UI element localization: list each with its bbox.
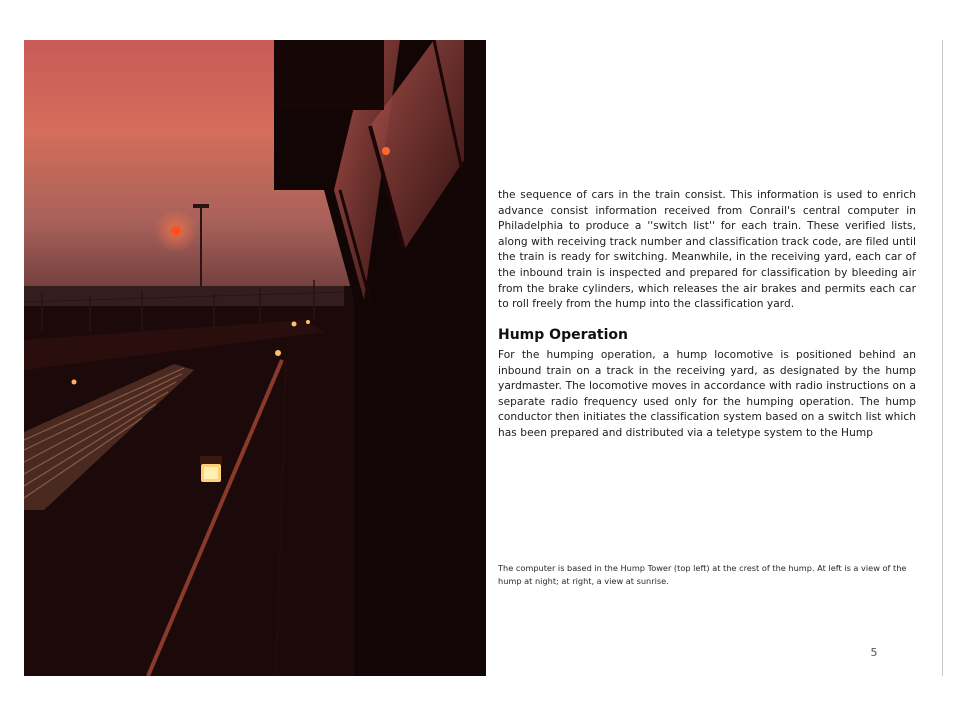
yard-lamp [306,320,310,324]
page-number: 5 [870,646,878,659]
walkway-lantern [200,456,222,482]
light-tower-head [193,204,209,208]
yard-lamp [72,380,77,385]
section-heading: Hump Operation [498,327,629,343]
horizon-haze [24,286,344,306]
sun-reflection [382,147,390,155]
sunrise-hump-photo [24,40,486,676]
intro-paragraph: the sequence of cars in the train consist. This information is used to enrich advance consist information received from Conrail's central computer in Philadelphia to produce a ''switch list'' for each train. These verified lists, along with receiving track number and classification track code, are filed until the train is ready for switching. Meanwhile, in the receiving yard, each car of the inbound train is inspected and prepared for classification by bleeding air from the brake cylinders, which releases the air brakes and permits each car to roll freely from the hump into the classification yard. [498,189,916,311]
sun [171,226,181,236]
hump-operation-paragraph: For the humping operation, a hump locomotive is positioned behind an inbound train on a track in the receiving yard, as designated by the hump yardmaster. The locomotive moves in accordance with radio instructions on a separate radio frequency used only for the humping operation. The hump conductor then initiates the classification system based on a switch list which has been prepared and distributed via a teletype system to the Hump [498,349,916,439]
photo-caption: The computer is based in the Hump Tower (top left) at the crest of the hump. At left is a view of the hump at night; at right, a view at sunrise. [498,563,907,586]
yard-lamp [275,350,281,356]
page-edge [942,40,943,676]
text-page [486,40,942,676]
yard-lamp [292,322,297,327]
photo-svg [24,40,486,676]
